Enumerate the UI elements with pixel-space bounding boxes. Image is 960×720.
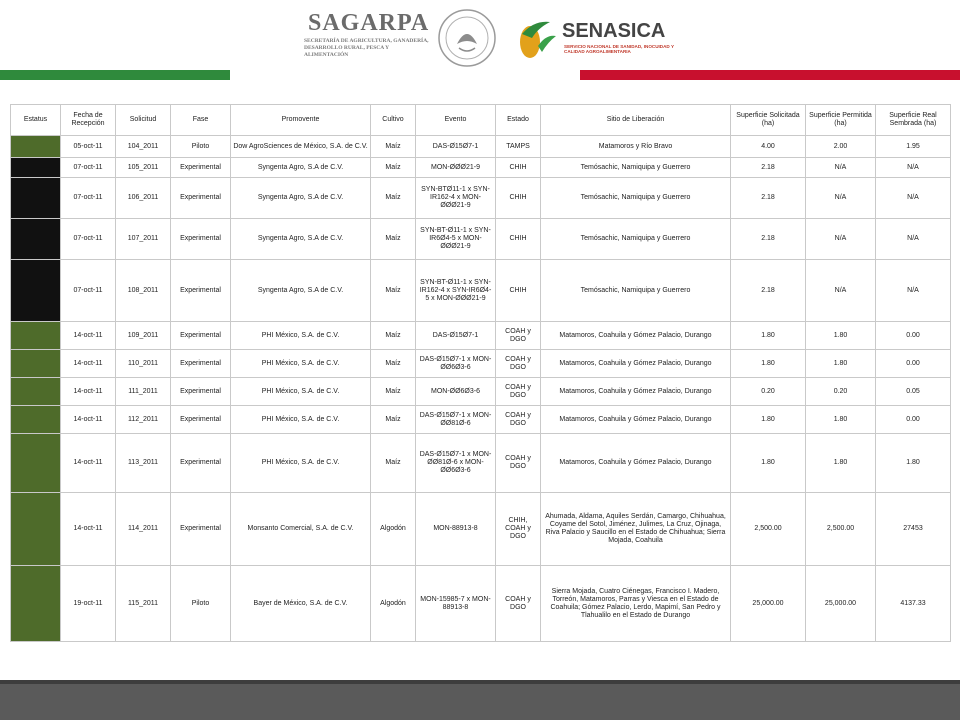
status-swatch [11, 350, 60, 377]
table-row [11, 434, 951, 493]
cell-permitida: 1.80 [806, 350, 876, 378]
cell-fase: Piloto [171, 566, 231, 642]
status-cell [11, 493, 61, 566]
cell-sitio: Matamoros, Coahuila y Gómez Palacio, Durango [541, 322, 731, 350]
cell-cultivo: Maíz [371, 178, 416, 219]
cell-evento: SYN-BTØ11-1 x SYN-IR162-4 x MON-ØØØ21-9 [416, 178, 496, 219]
header-sitio: Sitio de Liberación [541, 105, 731, 136]
sagarpa-subtitle: SECRETARÍA DE AGRICULTURA, GANADERÍA, DESARROLLO RURAL, PESCA Y ALIMENTACIÓN [304, 38, 429, 58]
cell-fecha: 07-oct-11 [61, 178, 116, 219]
cell-fase: Piloto [171, 136, 231, 158]
cell-estado: CHIH [496, 158, 541, 178]
status-cell [11, 178, 61, 219]
status-swatch [11, 322, 60, 349]
cell-permitida: 2.00 [806, 136, 876, 158]
cell-solicitud: 113_2011 [116, 434, 171, 493]
cell-evento: MON-88913-8 [416, 493, 496, 566]
cell-evento: DAS-Ø15Ø7-1 x MON-ØØ81Ø-6 [416, 406, 496, 434]
cell-real: 0.00 [876, 322, 951, 350]
cell-solicitada: 2,500.00 [731, 493, 806, 566]
cell-promovente: PHI México, S.A. de C.V. [231, 322, 371, 350]
cell-solicitada: 1.80 [731, 406, 806, 434]
cell-promovente: Syngenta Agro, S.A de C.V. [231, 219, 371, 260]
cell-promovente: Syngenta Agro, S.A de C.V. [231, 178, 371, 219]
status-cell [11, 260, 61, 322]
cell-solicitada: 2.18 [731, 260, 806, 322]
cell-solicitud: 111_2011 [116, 378, 171, 406]
status-swatch [11, 158, 60, 177]
sagarpa-title: SAGARPA [308, 10, 430, 36]
table-row [11, 493, 951, 566]
cell-cultivo: Algodón [371, 493, 416, 566]
cell-solicitada: 4.00 [731, 136, 806, 158]
cell-sitio: Temósachic, Namiquipa y Guerrero [541, 178, 731, 219]
cell-cultivo: Maíz [371, 219, 416, 260]
cell-fecha: 19-oct-11 [61, 566, 116, 642]
status-cell [11, 219, 61, 260]
cell-real: N/A [876, 158, 951, 178]
cell-sitio: Temósachic, Namiquipa y Guerrero [541, 219, 731, 260]
cell-estado: COAH y DGO [496, 378, 541, 406]
table-body [11, 136, 951, 642]
stripe-white [230, 70, 580, 80]
cell-permitida: 0.20 [806, 378, 876, 406]
header-solicitada: Superficie Solicitada (ha) [731, 105, 806, 136]
cell-solicitada: 1.80 [731, 322, 806, 350]
cell-permitida: N/A [806, 219, 876, 260]
senasica-title: SENASICA [562, 20, 666, 42]
cell-solicitada: 0.20 [731, 378, 806, 406]
cell-estado: COAH y DGO [496, 350, 541, 378]
cell-real: N/A [876, 178, 951, 219]
cell-estado: COAH y DGO [496, 322, 541, 350]
cell-fecha: 05-oct-11 [61, 136, 116, 158]
cell-fecha: 14-oct-11 [61, 434, 116, 493]
header-fecha: Fecha de Recepción [61, 105, 116, 136]
cell-fase: Experimental [171, 350, 231, 378]
cell-real: N/A [876, 219, 951, 260]
table-row [11, 158, 951, 178]
cell-evento: MON-ØØ6Ø3-6 [416, 378, 496, 406]
sagarpa-logo [300, 6, 430, 68]
cell-sitio: Temósachic, Namiquipa y Guerrero [541, 260, 731, 322]
cell-promovente: Syngenta Agro, S.A de C.V. [231, 158, 371, 178]
cell-fase: Experimental [171, 406, 231, 434]
status-cell [11, 434, 61, 493]
cell-cultivo: Maíz [371, 378, 416, 406]
cell-sitio: Matamoros, Coahuila y Gómez Palacio, Durango [541, 406, 731, 434]
cell-real: 1.95 [876, 136, 951, 158]
cell-evento: DAS-Ø15Ø7-1 x MON-ØØ6Ø3-6 [416, 350, 496, 378]
status-cell [11, 322, 61, 350]
page-footer [0, 680, 960, 720]
table-row [11, 260, 951, 322]
page-header [0, 0, 960, 80]
table-row [11, 219, 951, 260]
cell-permitida: N/A [806, 158, 876, 178]
status-swatch [11, 260, 60, 321]
release-permits-table [10, 104, 951, 642]
cell-solicitud: 115_2011 [116, 566, 171, 642]
cell-cultivo: Maíz [371, 260, 416, 322]
header-evento: Evento [416, 105, 496, 136]
cell-solicitada: 2.18 [731, 158, 806, 178]
cell-real: N/A [876, 260, 951, 322]
cell-real: 0.05 [876, 378, 951, 406]
cell-fecha: 14-oct-11 [61, 322, 116, 350]
cell-promovente: PHI México, S.A. de C.V. [231, 350, 371, 378]
cell-permitida: N/A [806, 178, 876, 219]
cell-promovente: PHI México, S.A. de C.V. [231, 378, 371, 406]
cell-solicitada: 1.80 [731, 350, 806, 378]
cell-fase: Experimental [171, 158, 231, 178]
header-promovente: Promovente [231, 105, 371, 136]
cell-evento: MON-15985-7 x MON-88913-8 [416, 566, 496, 642]
status-swatch [11, 566, 60, 641]
cell-estado: CHIH [496, 260, 541, 322]
cell-cultivo: Maíz [371, 322, 416, 350]
cell-sitio: Ahumada, Aldama, Aquiles Serdán, Camargo, Chihuahua, Coyame del Sotol, Jiménez, Julimes, La Cruz, Ojinaga, Riva Palacio y Saucillo en el Estado de Chihuahua; Sierra Mojada, Coahuila [541, 493, 731, 566]
status-cell [11, 566, 61, 642]
cell-solicitada: 25,000.00 [731, 566, 806, 642]
status-swatch [11, 219, 60, 259]
cell-sitio: Matamoros, Coahuila y Gómez Palacio, Durango [541, 434, 731, 493]
cell-permitida: 1.80 [806, 322, 876, 350]
status-swatch [11, 136, 60, 157]
cell-promovente: Syngenta Agro, S.A de C.V. [231, 260, 371, 322]
status-swatch [11, 378, 60, 405]
cell-fecha: 07-oct-11 [61, 219, 116, 260]
header-fase: Fase [171, 105, 231, 136]
cell-fecha: 14-oct-11 [61, 350, 116, 378]
cell-fecha: 07-oct-11 [61, 158, 116, 178]
cell-fase: Experimental [171, 260, 231, 322]
status-cell [11, 406, 61, 434]
cell-solicitud: 110_2011 [116, 350, 171, 378]
senasica-emblem-icon [512, 12, 558, 62]
cell-real: 4137.33 [876, 566, 951, 642]
cell-cultivo: Maíz [371, 434, 416, 493]
cell-fase: Experimental [171, 493, 231, 566]
header-estado: Estado [496, 105, 541, 136]
cell-fecha: 14-oct-11 [61, 378, 116, 406]
cell-sitio: Matamoros y Río Bravo [541, 136, 731, 158]
cell-permitida: 1.80 [806, 434, 876, 493]
header-real: Superficie Real Sembrada (ha) [876, 105, 951, 136]
cell-estado: CHIH [496, 178, 541, 219]
header-estatus: Estatus [11, 105, 61, 136]
cell-cultivo: Maíz [371, 158, 416, 178]
cell-solicitada: 2.18 [731, 219, 806, 260]
status-swatch [11, 434, 60, 492]
table-row [11, 378, 951, 406]
cell-fase: Experimental [171, 322, 231, 350]
cell-solicitada: 2.18 [731, 178, 806, 219]
cell-sitio: Sierra Mojada, Cuatro Ciénegas, Francisco I. Madero, Torreón, Matamoros, Parras y Viesca en el Estado de Coahuila; Gómez Palacio, Lerdo, Mapimí, San Pedro y Tlahualilo en el Estado de Durango [541, 566, 731, 642]
cell-solicitud: 104_2011 [116, 136, 171, 158]
cell-solicitud: 108_2011 [116, 260, 171, 322]
cell-evento: SYN-BT-Ø11-1 x SYN-IR162-4 x SYN-IR6Ø4-5 x MON-ØØØ21-9 [416, 260, 496, 322]
cell-permitida: 2,500.00 [806, 493, 876, 566]
cell-estado: COAH y DGO [496, 566, 541, 642]
mexico-seal-icon [437, 8, 497, 68]
cell-fecha: 14-oct-11 [61, 493, 116, 566]
cell-fase: Experimental [171, 219, 231, 260]
senasica-logo [512, 12, 674, 70]
cell-cultivo: Maíz [371, 406, 416, 434]
cell-solicitud: 106_2011 [116, 178, 171, 219]
cell-solicitud: 107_2011 [116, 219, 171, 260]
status-cell [11, 158, 61, 178]
cell-real: 0.00 [876, 350, 951, 378]
status-cell [11, 350, 61, 378]
cell-solicitud: 105_2011 [116, 158, 171, 178]
cell-real: 1.80 [876, 434, 951, 493]
cell-promovente: PHI México, S.A. de C.V. [231, 406, 371, 434]
cell-cultivo: Maíz [371, 350, 416, 378]
table-row [11, 406, 951, 434]
header-cultivo: Cultivo [371, 105, 416, 136]
cell-fase: Experimental [171, 434, 231, 493]
cell-fase: Experimental [171, 178, 231, 219]
stripe-green [0, 70, 230, 80]
table-header-row [11, 105, 951, 136]
header-solicitud: Solicitud [116, 105, 171, 136]
cell-permitida: 1.80 [806, 406, 876, 434]
cell-sitio: Matamoros, Coahuila y Gómez Palacio, Durango [541, 378, 731, 406]
cell-evento: MON-ØØØ21-9 [416, 158, 496, 178]
cell-evento: DAS-Ø15Ø7-1 [416, 136, 496, 158]
table-row [11, 350, 951, 378]
cell-promovente: PHI México, S.A. de C.V. [231, 434, 371, 493]
cell-estado: COAH y DGO [496, 434, 541, 493]
table-row [11, 322, 951, 350]
senasica-subtitle: SERVICIO NACIONAL DE SANIDAD, INOCUIDAD Y CALIDAD AGROALIMENTARIA [564, 44, 674, 55]
cell-permitida: N/A [806, 260, 876, 322]
footer-band [0, 680, 960, 684]
header-permitida: Superficie Permitida (ha) [806, 105, 876, 136]
cell-estado: CHIH, COAH y DGO [496, 493, 541, 566]
cell-cultivo: Maíz [371, 136, 416, 158]
status-cell [11, 136, 61, 158]
cell-promovente: Bayer de México, S.A. de C.V. [231, 566, 371, 642]
cell-solicitud: 114_2011 [116, 493, 171, 566]
cell-solicitud: 109_2011 [116, 322, 171, 350]
cell-cultivo: Algodón [371, 566, 416, 642]
status-cell [11, 378, 61, 406]
cell-evento: SYN-BT-Ø11-1 x SYN-IR6Ø4-5 x MON-ØØØ21-9 [416, 219, 496, 260]
status-swatch [11, 493, 60, 565]
status-swatch [11, 178, 60, 218]
cell-evento: DAS-Ø15Ø7-1 [416, 322, 496, 350]
table-row [11, 566, 951, 642]
cell-real: 27453 [876, 493, 951, 566]
table-row [11, 136, 951, 158]
status-swatch [11, 406, 60, 433]
cell-promovente: Dow AgroSciences de México, S.A. de C.V. [231, 136, 371, 158]
cell-estado: COAH y DGO [496, 406, 541, 434]
cell-fase: Experimental [171, 378, 231, 406]
cell-sitio: Matamoros, Coahuila y Gómez Palacio, Durango [541, 350, 731, 378]
cell-solicitud: 112_2011 [116, 406, 171, 434]
cell-estado: CHIH [496, 219, 541, 260]
cell-real: 0.00 [876, 406, 951, 434]
cell-estado: TAMPS [496, 136, 541, 158]
table-row [11, 178, 951, 219]
cell-permitida: 25,000.00 [806, 566, 876, 642]
stripe-red [580, 70, 960, 80]
cell-fecha: 07-oct-11 [61, 260, 116, 322]
cell-fecha: 14-oct-11 [61, 406, 116, 434]
cell-solicitada: 1.80 [731, 434, 806, 493]
cell-sitio: Temósachic, Namiquipa y Guerrero [541, 158, 731, 178]
cell-evento: DAS-Ø15Ø7-1 x MON-ØØ81Ø-6 x MON-ØØ6Ø3-6 [416, 434, 496, 493]
cell-promovente: Monsanto Comercial, S.A. de C.V. [231, 493, 371, 566]
